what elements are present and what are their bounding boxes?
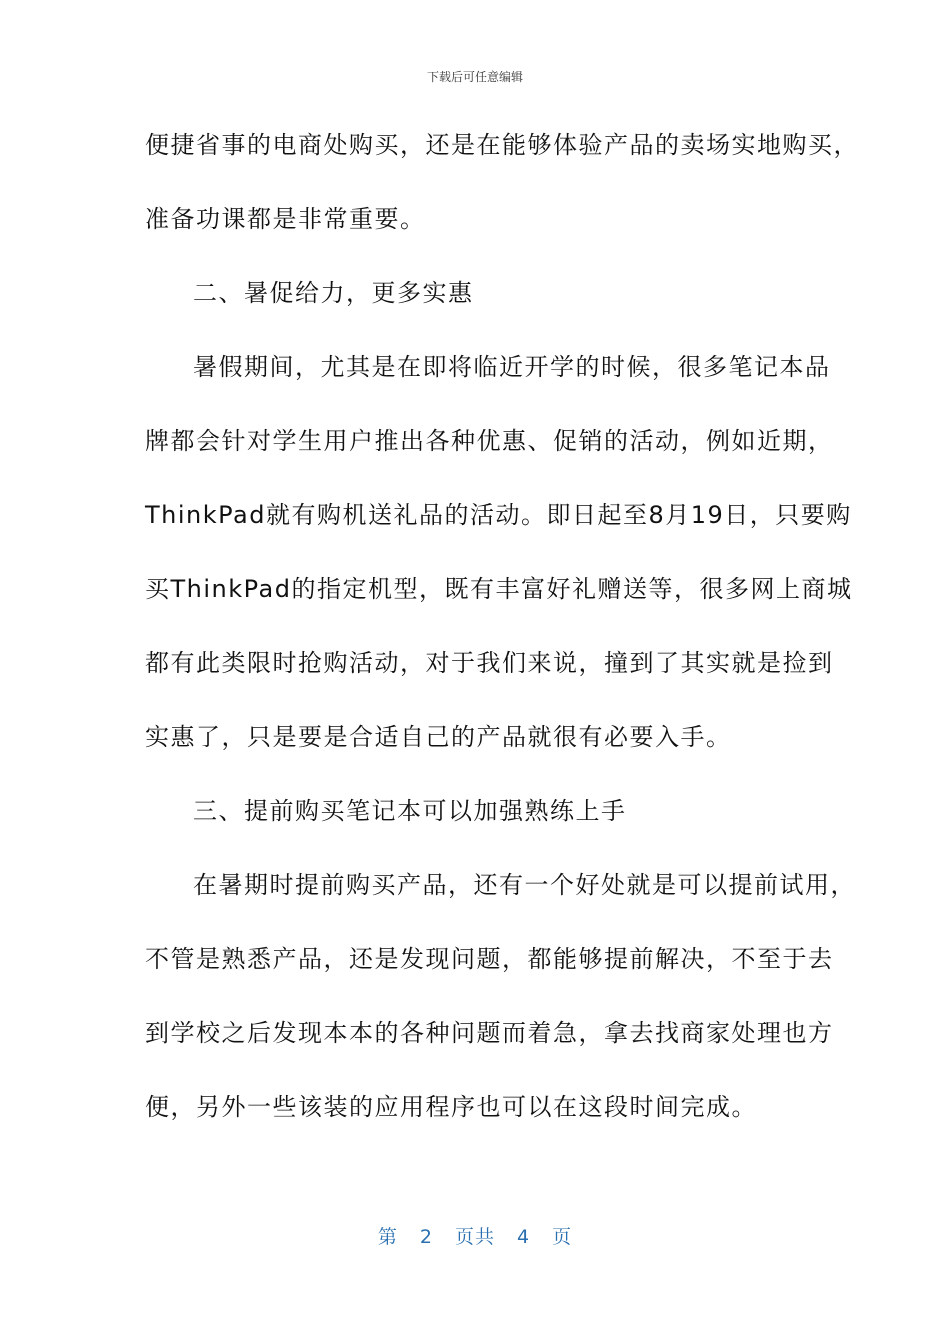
paragraph-line: 到学校之后发现本本的各种问题而着急，拿去找商家处理也方 bbox=[145, 1019, 834, 1047]
paragraph-line: 便，另外一些该装的应用程序也可以在这段时间完成。 bbox=[145, 1093, 757, 1121]
paragraph-line: 牌都会针对学生用户推出各种优惠、促销的活动，例如近期， bbox=[145, 427, 834, 455]
paragraph-line: 在暑期时提前购买产品，还有一个好处就是可以提前试用， bbox=[193, 871, 856, 899]
current-page-number: 2 bbox=[419, 1226, 433, 1248]
paragraph-line: 买ThinkPad的指定机型，既有丰富好礼赠送等，很多网上商城 bbox=[145, 575, 853, 603]
paragraph-line: 不管是熟悉产品，还是发现问题，都能够提前解决，不至于去 bbox=[145, 945, 834, 973]
section-heading: 三、提前购买笔记本可以加强熟练上手 bbox=[193, 797, 627, 825]
page-header: 下载后可任意编辑 bbox=[426, 70, 523, 84]
paragraph-line: 准备功课都是非常重要。 bbox=[145, 205, 426, 233]
paragraph-line: 都有此类限时抢购活动，对于我们来说，撞到了其实就是捡到 bbox=[145, 649, 834, 677]
page-number-footer bbox=[0, 1222, 950, 1249]
footer-prefix: 第 bbox=[377, 1226, 398, 1248]
paragraph-line: 便捷省事的电商处购买，还是在能够体验产品的卖场实地购买， bbox=[145, 131, 859, 159]
paragraph-line: 实惠了，只是要是合适自己的产品就很有必要入手。 bbox=[145, 723, 732, 751]
section-heading: 二、暑促给力，更多实惠 bbox=[193, 279, 474, 307]
body-text bbox=[145, 118, 859, 1154]
paragraph-line: 暑假期间，尤其是在即将临近开学的时候，很多笔记本品 bbox=[193, 353, 831, 381]
footer-suffix: 页 bbox=[552, 1226, 573, 1248]
footer-middle: 页共 bbox=[454, 1226, 495, 1248]
total-pages-number: 4 bbox=[517, 1226, 531, 1248]
paragraph-line: ThinkPad就有购机送礼品的活动。即日起至8月19日，只要购 bbox=[145, 501, 852, 529]
